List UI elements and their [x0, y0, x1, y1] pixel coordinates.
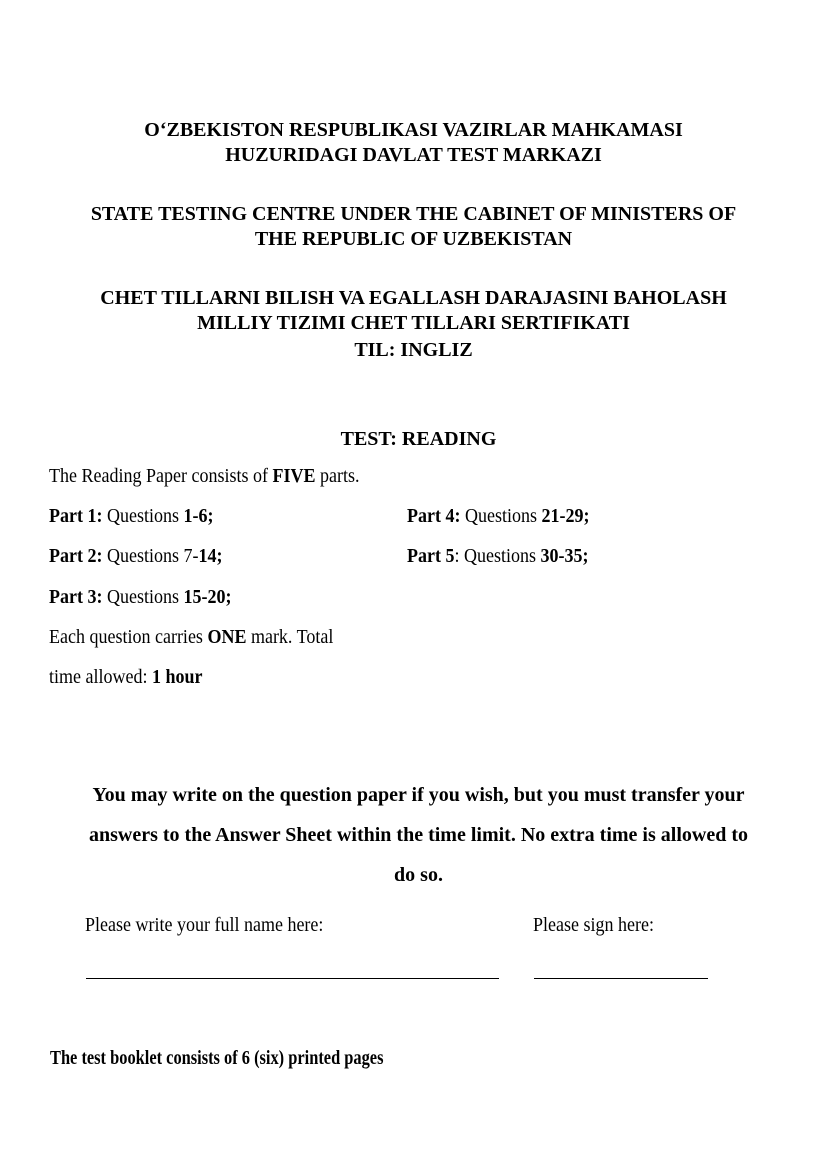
ministry-header-en-line2: THE REPUBLIC OF UZBEKISTAN [254, 228, 573, 250]
full-name-field[interactable] [86, 978, 499, 979]
part-2-label: Part 2: [49, 545, 103, 567]
intro-suffix: parts. [315, 465, 360, 487]
part-1-label: Part 1: [49, 505, 103, 527]
part-5-range: 30-35; [540, 545, 589, 567]
part-4-line [407, 504, 610, 528]
notice-line1: You may write on the question paper if you wish, but you must transfer your [92, 784, 745, 806]
part-4-text: Questions [460, 505, 542, 527]
part-1-line [49, 504, 232, 528]
part-5-label: Part 5 [407, 545, 455, 567]
part-3-range: 15-20; [183, 586, 232, 608]
ministry-header-uz-line2: HUZURIDAGI DAVLAT TEST MARKAZI [225, 144, 602, 166]
notice-line2: answers to the Answer Sheet within the time limit. No extra time is allowed to [89, 824, 748, 846]
language-label: TIL: INGLIZ [354, 339, 473, 361]
marks-text [49, 625, 365, 649]
marks-value: ONE [207, 626, 247, 648]
part-4-label: Part 4: [407, 505, 461, 527]
part-1-text: Questions [102, 505, 184, 527]
certificate-header-line2: MILLIY TIZIMI CHET TILLARI SERTIFIKATI [197, 312, 630, 334]
certificate-header [0, 286, 827, 363]
part-2-line [49, 544, 242, 568]
signature-label [533, 914, 667, 937]
intro-parts-count: FIVE [272, 465, 316, 487]
ministry-header-uz [0, 118, 827, 168]
time-text [49, 665, 220, 689]
part-2-range: 14; [198, 545, 223, 567]
part-5-text: : Questions [454, 545, 541, 567]
ministry-header-en [0, 202, 827, 252]
ministry-header-uz-line1: O‘ZBEKISTON RESPUBLIKASI VAZIRLAR MAHKAMASI [144, 119, 683, 141]
part-1-range: 1-6; [183, 505, 214, 527]
part-3-line [49, 585, 252, 609]
marks-suffix: mark. Total [246, 626, 334, 648]
certificate-header-line1: CHET TILLARNI BILISH VA EGALLASH DARAJASINI BAHOLASH [100, 287, 727, 309]
signature-label-text: Please sign here: [533, 914, 654, 936]
test-title: TEST: READING [340, 428, 497, 450]
ministry-header-en-line1: STATE TESTING CENTRE UNDER THE CABINET OF MINISTERS OF [90, 203, 737, 225]
time-value: 1 hour [151, 666, 203, 688]
marks-prefix: Each question carries [49, 626, 208, 648]
time-prefix: time allowed: [49, 666, 152, 688]
full-name-label-text: Please write your full name here: [85, 914, 324, 936]
part-3-label: Part 3: [49, 586, 103, 608]
intro-prefix: The Reading Paper consists of [49, 465, 273, 487]
part-4-range: 21-29; [541, 505, 590, 527]
notice-line3: do so. [394, 864, 443, 886]
part-3-text: Questions [102, 586, 184, 608]
signature-field[interactable] [534, 978, 708, 979]
answer-sheet-notice [40, 775, 797, 895]
intro-text [49, 464, 394, 488]
page-count-note [50, 1047, 457, 1070]
page-count-text: The test booklet consists of 6 (six) printed pages [50, 1047, 384, 1069]
part-2-text: Questions 7- [102, 545, 199, 567]
part-5-line [407, 544, 609, 568]
full-name-label [85, 914, 350, 937]
